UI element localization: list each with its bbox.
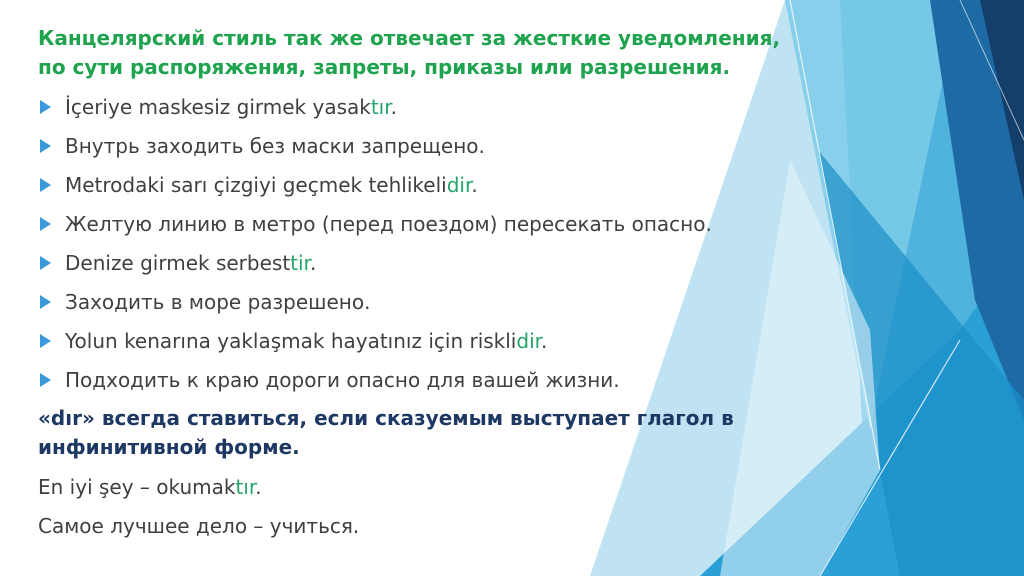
bullet-item bbox=[38, 244, 798, 283]
bullet-arrow-icon bbox=[40, 139, 51, 153]
bullet-suffix: dir bbox=[446, 173, 472, 197]
bullet-suffix: tir bbox=[290, 251, 310, 275]
example-russian: Самое лучшее дело – учиться. bbox=[38, 514, 360, 538]
bullet-text: Yolun kenarına yaklaşmak hayatınız için riskli bbox=[65, 329, 517, 353]
slide-content bbox=[38, 24, 798, 546]
rule-note: «dır» всегда ставиться, если сказуемым выступает глагол в инфинитивной форме. bbox=[38, 406, 734, 459]
bullet-arrow-icon bbox=[40, 256, 51, 270]
bullet-text: Denize girmek serbest bbox=[65, 251, 291, 275]
bullet-arrow-icon bbox=[40, 178, 51, 192]
bullet-item bbox=[38, 283, 798, 322]
bullet-item bbox=[38, 88, 798, 127]
example-suffix: tır bbox=[235, 475, 256, 499]
bullet-text: Желтую линию в метро (перед поездом) пересекать опасно. bbox=[65, 212, 712, 236]
bullet-suffix: tır bbox=[370, 95, 391, 119]
bullet-arrow-icon bbox=[40, 334, 51, 348]
slide-heading: Канцелярский стиль так же отвечает за жесткие уведомления, по сути распоряжения, запреты, приказы или разрешения. bbox=[38, 26, 781, 79]
bullet-end: . bbox=[390, 95, 397, 119]
bullet-item bbox=[38, 322, 798, 361]
example-text: En iyi şey – okumak bbox=[38, 475, 236, 499]
bullet-item bbox=[38, 127, 798, 166]
bullet-item bbox=[38, 205, 798, 244]
bullet-item bbox=[38, 361, 798, 400]
bullet-arrow-icon bbox=[40, 373, 51, 387]
bullet-end: . bbox=[309, 251, 317, 275]
example-turkish bbox=[38, 468, 798, 507]
bullet-list bbox=[38, 88, 798, 400]
bullet-text: İçeriye maskesiz girmek yasak bbox=[65, 95, 371, 119]
bullet-text: Внутрь заходить без маски запрещено. bbox=[65, 134, 485, 158]
bullet-end: . bbox=[541, 329, 548, 353]
bullet-text: Заходить в море разрешено. bbox=[65, 290, 371, 314]
bullet-arrow-icon bbox=[40, 100, 51, 114]
example-end: . bbox=[255, 475, 262, 499]
bullet-arrow-icon bbox=[40, 217, 51, 231]
bullet-text: Metrodaki sarı çizgiyi geçmek tehlikeli bbox=[65, 173, 447, 197]
bullet-end: . bbox=[471, 173, 478, 197]
bullet-suffix: dir bbox=[516, 329, 542, 353]
bullet-text: Подходить к краю дороги опасно для вашей жизни. bbox=[65, 368, 620, 392]
bullet-arrow-icon bbox=[40, 295, 51, 309]
bullet-item bbox=[38, 166, 798, 205]
